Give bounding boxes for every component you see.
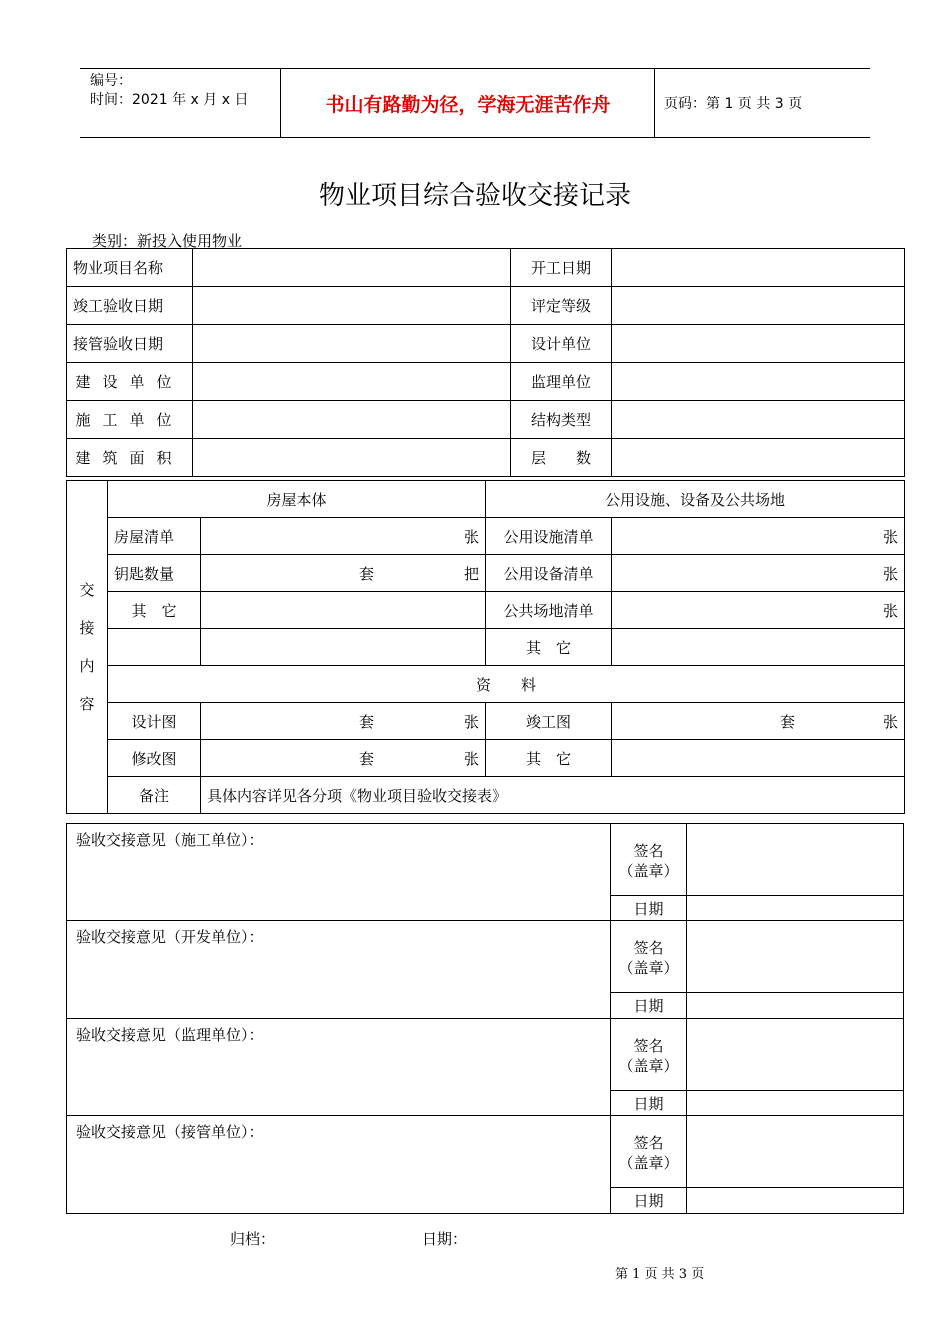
materials-other-value[interactable] xyxy=(612,740,905,777)
remark-text: 具体内容详见各分项《物业项目验收交接表》 xyxy=(201,777,905,814)
table-row xyxy=(67,518,905,555)
document-header xyxy=(80,68,870,138)
pub-site-value[interactable]: 张 xyxy=(612,592,905,629)
info-value[interactable] xyxy=(612,325,905,363)
pub-equipment-label: 公用设备清单 xyxy=(486,555,612,592)
house-other-value[interactable] xyxy=(201,592,486,629)
info-value[interactable] xyxy=(193,401,511,439)
opinion-block-takeover xyxy=(66,1116,904,1214)
info-label: 竣工验收日期 xyxy=(67,287,193,325)
info-value[interactable] xyxy=(193,325,511,363)
table-row xyxy=(67,777,905,814)
info-label: 评定等级 xyxy=(511,287,612,325)
table-row xyxy=(67,666,905,703)
table-row xyxy=(67,592,905,629)
sign-label: 签名 （盖章） xyxy=(618,1037,679,1075)
info-label: 建设单位 xyxy=(67,363,193,401)
date-field-label: 日期 xyxy=(633,1192,664,1210)
pub-other-label: 其 它 xyxy=(486,629,612,666)
header-meta xyxy=(80,69,281,137)
info-value[interactable] xyxy=(612,439,905,477)
pub-other-value[interactable] xyxy=(612,629,905,666)
house-list-label: 房屋清单 xyxy=(108,518,201,555)
page-title: 物业项目综合验收交接记录 xyxy=(318,181,631,211)
date-label: 时间：2021 年 x 月 x 日 xyxy=(90,92,249,108)
opinion-label: 验收交接意见（开发单位）： xyxy=(76,928,264,946)
column-header-house: 房屋本体 xyxy=(108,481,486,518)
table-row xyxy=(67,401,905,439)
info-label: 施工单位 xyxy=(67,401,193,439)
pub-facility-label: 公用设施清单 xyxy=(486,518,612,555)
table-row xyxy=(67,555,905,592)
table-row xyxy=(67,249,905,287)
category-label: 类别：新投入使用物业 xyxy=(92,232,243,250)
date-field-label: 日期 xyxy=(633,997,664,1015)
info-label: 监理单位 xyxy=(511,363,612,401)
table-row xyxy=(67,629,905,666)
info-label: 设计单位 xyxy=(511,325,612,363)
info-value[interactable] xyxy=(193,287,511,325)
keys-value[interactable]: 套 把 xyxy=(201,555,486,592)
table-row xyxy=(67,439,905,477)
opinion-block-supervisor xyxy=(66,1019,904,1116)
revision-drawing-label: 修改图 xyxy=(108,740,201,777)
info-label: 开工日期 xyxy=(511,249,612,287)
date-field-label: 日期 xyxy=(633,1095,664,1113)
handover-side-label: 交 接 内 容 xyxy=(67,481,108,814)
blank-cell[interactable] xyxy=(201,629,486,666)
page-number: 第 1 页 共 3 页 xyxy=(615,1267,705,1282)
info-value[interactable] xyxy=(612,401,905,439)
serial-label: 编号： xyxy=(90,73,132,89)
blank-cell[interactable] xyxy=(108,629,201,666)
archive-label: 归档： xyxy=(230,1230,276,1248)
info-value[interactable] xyxy=(193,439,511,477)
info-label: 物业项目名称 xyxy=(67,249,193,287)
sign-label: 签名 （盖章） xyxy=(618,939,679,977)
pub-equipment-value[interactable]: 张 xyxy=(612,555,905,592)
info-value[interactable] xyxy=(193,363,511,401)
design-drawing-value[interactable]: 套 张 xyxy=(201,703,486,740)
date-field-label: 日期 xyxy=(633,900,664,918)
materials-header: 资 料 xyxy=(108,666,905,703)
completion-drawing-label: 竣工图 xyxy=(486,703,612,740)
handover-table xyxy=(66,480,905,814)
info-label: 建筑面积 xyxy=(67,439,193,477)
house-other-label: 其 它 xyxy=(108,592,201,629)
column-header-public: 公用设施、设备及公共场地 xyxy=(486,481,905,518)
table-row xyxy=(67,481,905,518)
archive-date-label: 日期： xyxy=(422,1230,468,1248)
opinion-label: 验收交接意见（接管单位）： xyxy=(76,1123,264,1141)
table-row xyxy=(67,703,905,740)
info-value[interactable] xyxy=(193,249,511,287)
design-drawing-label: 设计图 xyxy=(108,703,201,740)
opinion-label: 验收交接意见（施工单位）： xyxy=(76,831,264,849)
sign-label: 签名 （盖章） xyxy=(618,1134,679,1172)
keys-label: 钥匙数量 xyxy=(108,555,201,592)
sign-label: 签名 （盖章） xyxy=(618,842,679,880)
pub-facility-value[interactable]: 张 xyxy=(612,518,905,555)
completion-drawing-value[interactable]: 套 张 xyxy=(612,703,905,740)
header-motto: 书山有路勤为径，学海无涯苦作舟 xyxy=(282,69,655,137)
info-label: 接管验收日期 xyxy=(67,325,193,363)
remark-label: 备注 xyxy=(108,777,201,814)
info-value[interactable] xyxy=(612,287,905,325)
house-list-value[interactable]: 张 xyxy=(201,518,486,555)
table-row xyxy=(67,740,905,777)
pub-site-label: 公共场地清单 xyxy=(486,592,612,629)
opinion-block-construction xyxy=(66,823,904,921)
opinion-label: 验收交接意见（监理单位）： xyxy=(76,1026,264,1044)
table-row xyxy=(67,363,905,401)
materials-other-label: 其 它 xyxy=(486,740,612,777)
info-label: 层 数 xyxy=(511,439,612,477)
table-row xyxy=(67,325,905,363)
table-row xyxy=(67,287,905,325)
opinion-block-developer xyxy=(66,921,904,1019)
revision-drawing-value[interactable]: 套 张 xyxy=(201,740,486,777)
info-label: 结构类型 xyxy=(511,401,612,439)
info-value[interactable] xyxy=(612,249,905,287)
header-page-info: 页码：第 1 页 共 3 页 xyxy=(664,96,803,112)
info-table xyxy=(66,248,905,477)
info-value[interactable] xyxy=(612,363,905,401)
